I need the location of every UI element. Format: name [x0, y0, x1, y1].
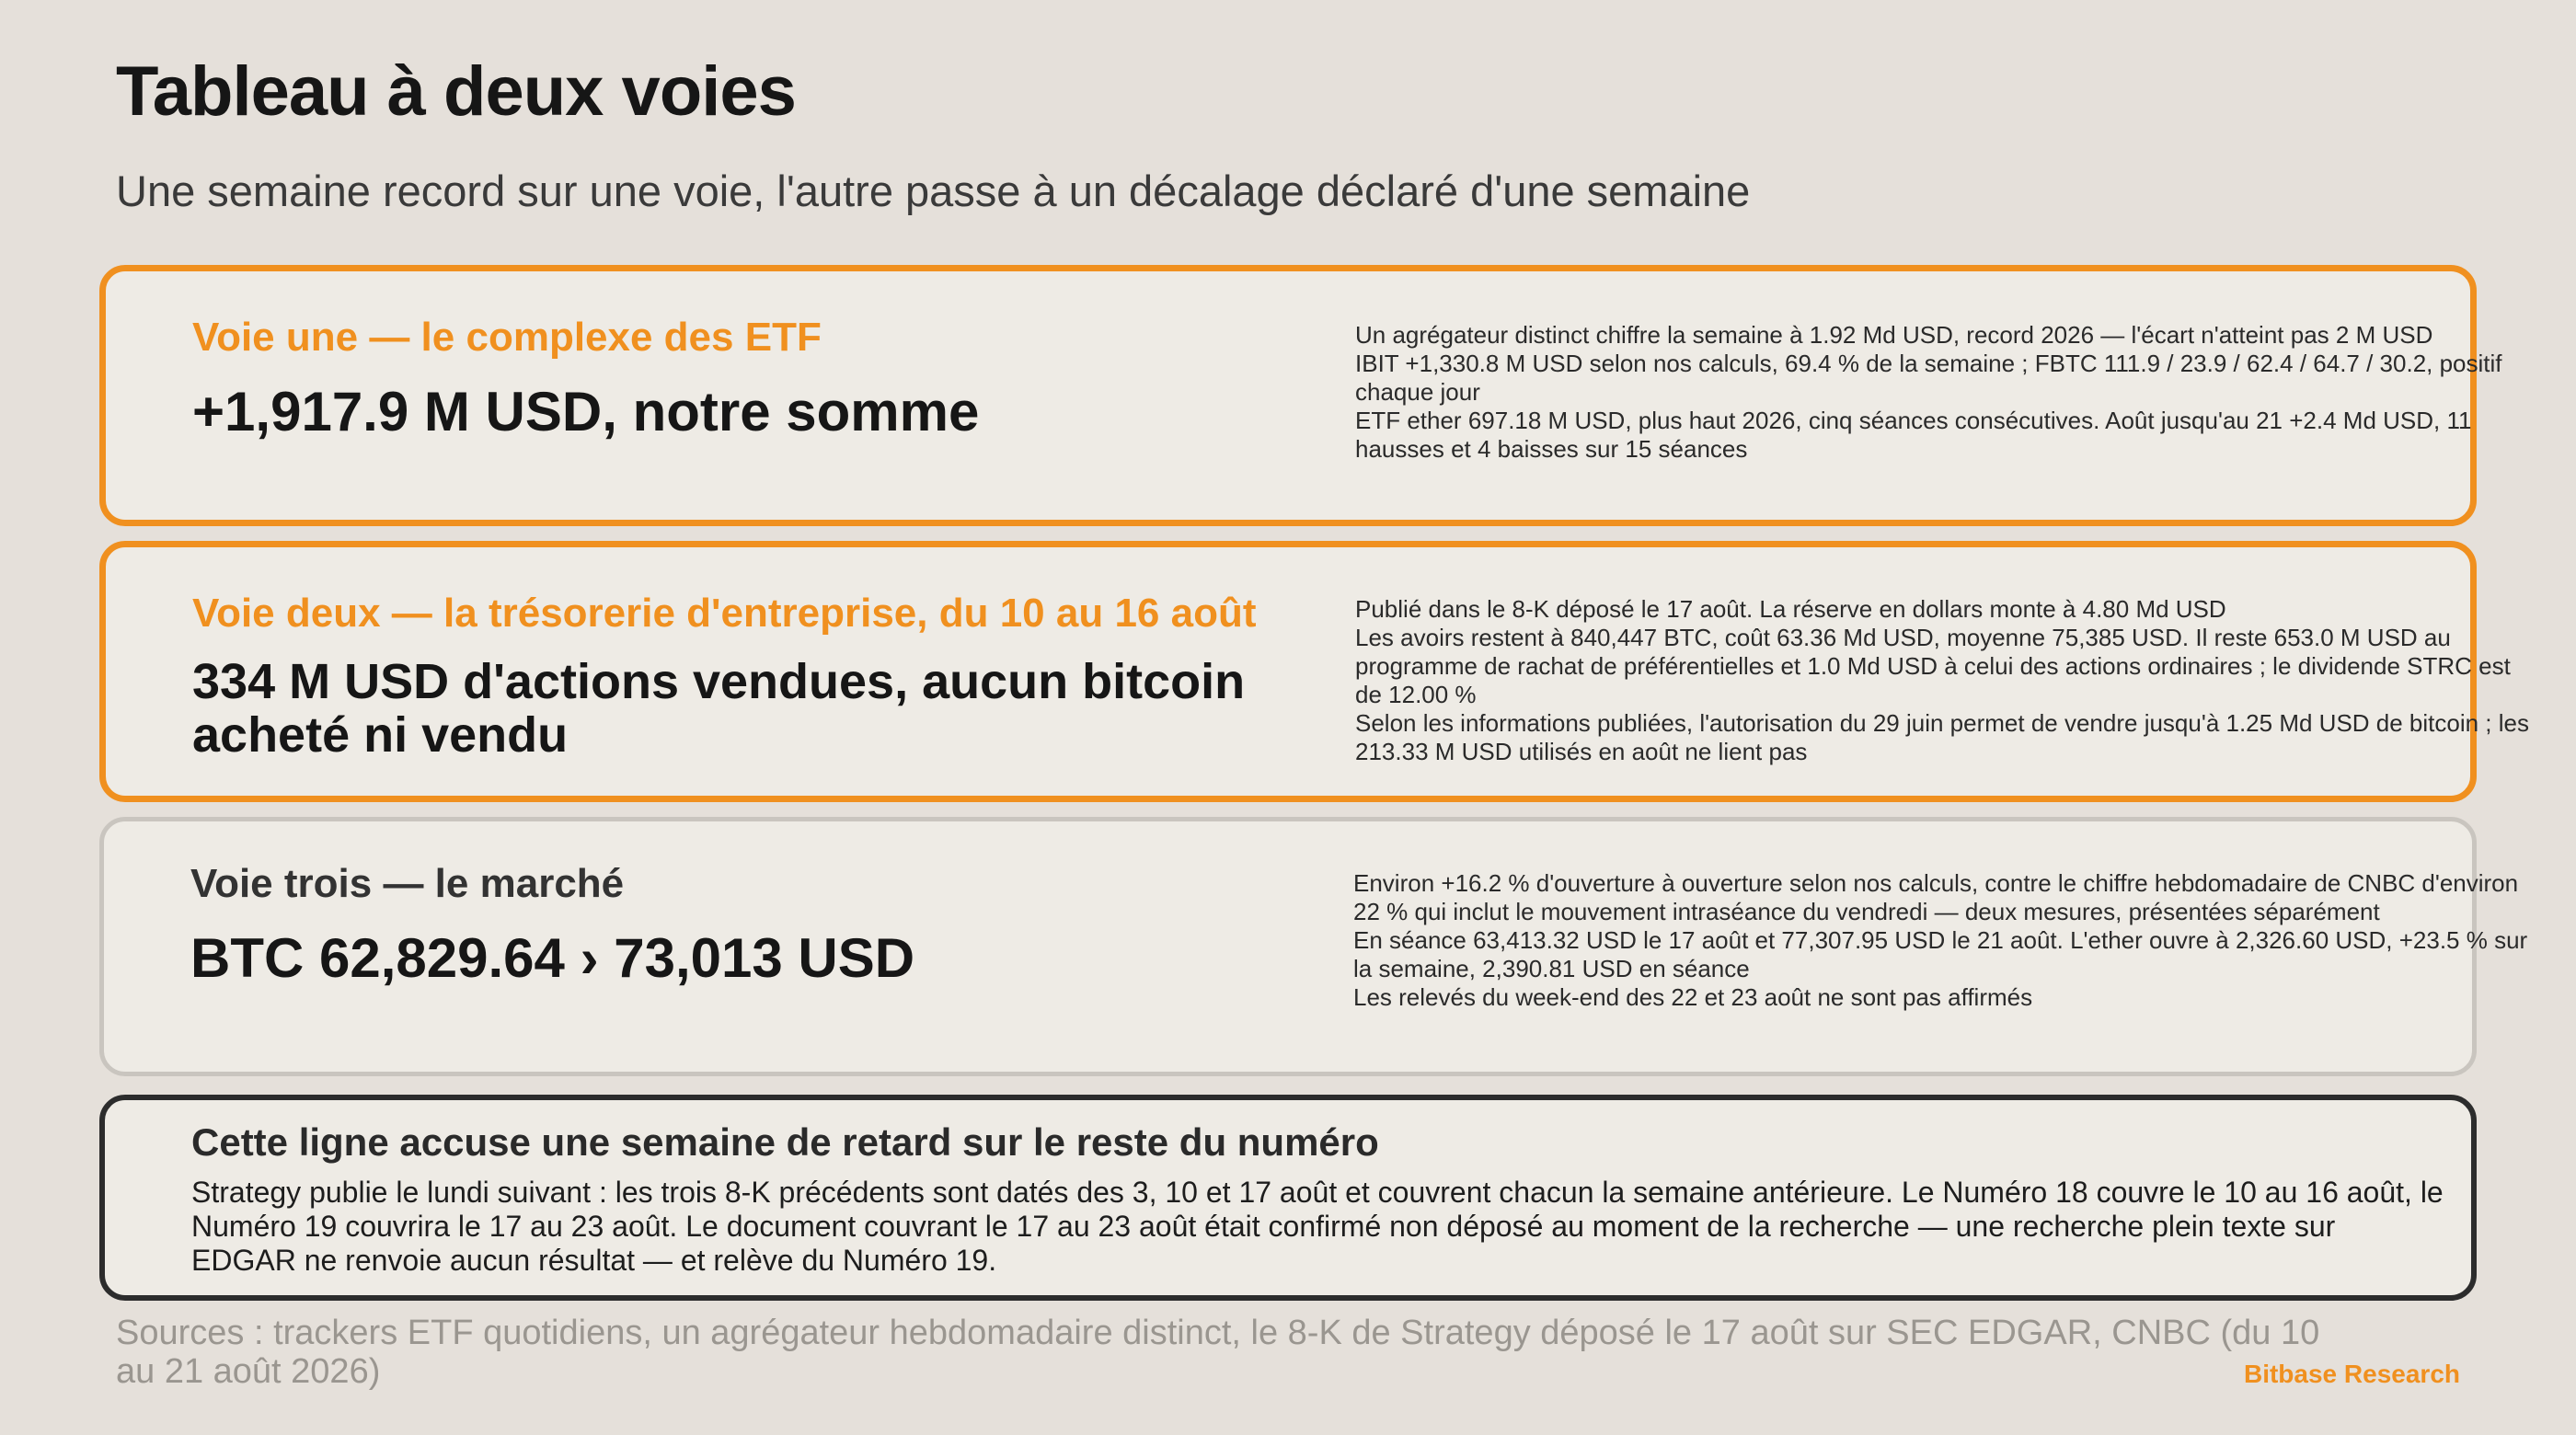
lane-treasury-note: Publié dans le 8-K déposé le 17 août. La réserve en dollars monte à 4.80 Md USD — [1355, 595, 2226, 623]
lane-treasury-card — [99, 541, 2529, 802]
lane-etf-note: IBIT +1,330.8 M USD selon nos calculs, 69.4 % de la semaine ; FBTC 111.9 / 23.9 / 62.4 / 64.7 / 30.2, positif chaque jour — [1355, 350, 2502, 406]
lane-market-note: Les relevés du week-end des 22 et 23 août ne sont pas affirmés — [1353, 983, 2033, 1011]
lag-note-title: Cette ligne accuse une semaine de retard sur le reste du numéro — [191, 1120, 1379, 1164]
lane-treasury-summary — [192, 590, 1407, 762]
lag-note-body: Strategy publie le lundi suivant : les trois 8-K précédents sont datés des 3, 10 et 17 août et couvrent chacun la semaine antérieure. Le Numéro 18 couvre le 10 au 16 août, le Numéro 19 couvrira le 17 au 23 août. Le document couvrant le 17 au 23 août était confirmé non déposé au moment de la recherche — une recherche plein texte sur EDGAR ne renvoie aucun résultat — et relève du Numéro 19. — [191, 1176, 2444, 1277]
lane-etf-card — [99, 265, 2502, 526]
lane-market-note: Environ +16.2 % d'ouverture à ouverture selon nos calculs, contre le chiffre hebdomadaire de CNBC d'environ 22 % qui inclut le mouvement intraséance du vendredi — deux mesures, présentées séparément — [1353, 869, 2519, 925]
brand-label: Bitbase Research — [2243, 1360, 2460, 1388]
lane-treasury-headline: 334 M USD d'actions vendues, aucun bitcoin acheté ni vendu — [192, 653, 1246, 763]
lane-etf-summary — [192, 314, 1388, 440]
lane-market-summary — [190, 860, 1386, 989]
sources-footnote: Sources : trackers ETF quotidiens, un agrégateur hebdomadaire distinct, le 8-K de Strategy déposé le 17 août sur SEC EDGAR, CNBC (du 10 au 21 août 2026) — [116, 1314, 2320, 1391]
lane-treasury-note: Selon les informations publiées, l'autorisation du 29 juin permet de vendre jusqu'à 1.25 Md USD de bitcoin ; les 213.33 M USD utilisés en août ne lient pas — [1355, 709, 2529, 765]
lane-treasury-note: Les avoirs restent à 840,447 BTC, coût 63.36 Md USD, moyenne 75,385 USD. Il reste 653.0 M USD au programme de rachat de préférentielles et 1.0 Md USD à celui des actions ordinaires ; le dividende STRC est de 12.00 % — [1355, 624, 2511, 708]
page-title: Tableau à deux voies — [116, 52, 796, 131]
lane-market-kicker: Voie trois — le marché — [190, 861, 625, 906]
lane-treasury-kicker: Voie deux — la trésorerie d'entreprise, du 10 au 16 août — [192, 591, 1257, 636]
lag-note-card — [99, 1095, 2477, 1301]
page-subtitle: Une semaine record sur une voie, l'autre passe à un décalage déclaré d'une semaine — [116, 166, 1751, 215]
lane-market-card — [99, 817, 2528, 1076]
lane-market-headline: BTC 62,829.64 › 73,013 USD — [190, 926, 915, 989]
lane-market-note: En séance 63,413.32 USD le 17 août et 77,307.95 USD le 21 août. L'ether ouvre à 2,326.60 USD, +23.5 % sur la semaine, 2,390.81 USD en séance — [1353, 926, 2528, 982]
lane-etf-details — [1355, 321, 2533, 464]
lane-treasury-details — [1355, 595, 2533, 766]
lane-etf-note: ETF ether 697.18 M USD, plus haut 2026, cinq séances consécutives. Août jusqu'au 21 +2.4 Md USD, 11 hausses et 4 baisses sur 15 séances — [1355, 407, 2472, 463]
lane-etf-kicker: Voie une — le complexe des ETF — [192, 315, 822, 360]
lane-etf-headline: +1,917.9 M USD, notre somme — [192, 380, 980, 442]
lane-market-details — [1353, 869, 2531, 1012]
lane-etf-note: Un agrégateur distinct chiffre la semaine à 1.92 Md USD, record 2026 — l'écart n'atteint pas 2 M USD — [1355, 321, 2433, 349]
